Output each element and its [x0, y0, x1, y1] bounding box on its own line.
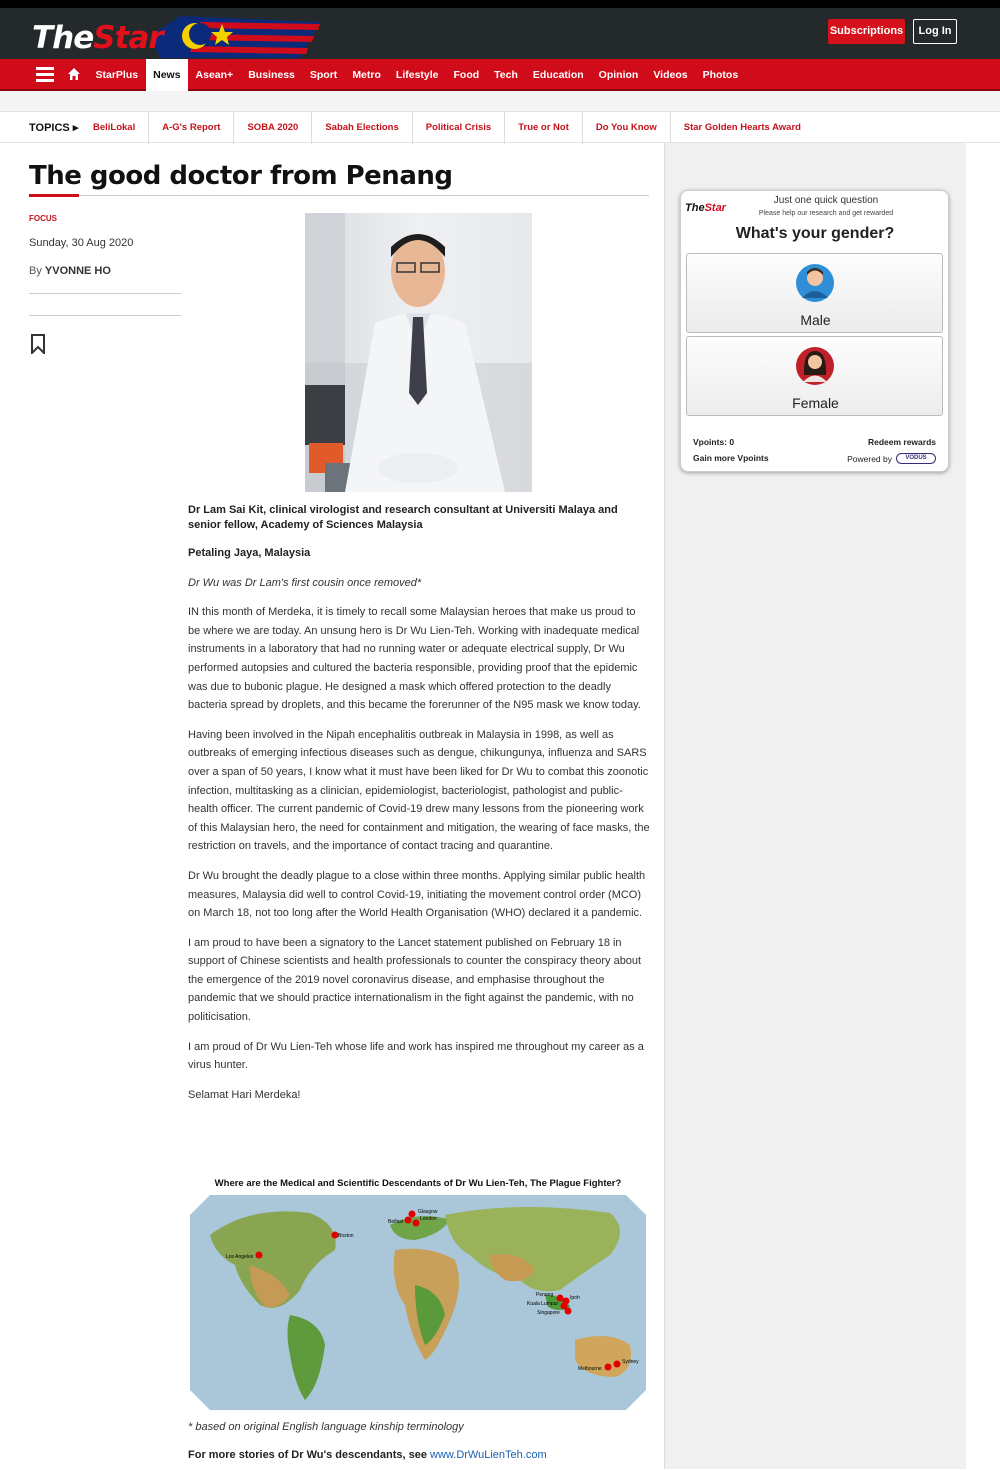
nav-item-metro[interactable]: Metro: [352, 69, 381, 81]
male-option[interactable]: [686, 253, 943, 333]
external-link[interactable]: www.DrWuLienTeh.com: [430, 1449, 547, 1461]
topic-belilokal[interactable]: BeliLokal: [80, 112, 149, 144]
topic-star-golden-hearts-award[interactable]: Star Golden Hearts Award: [683, 122, 801, 133]
gain-vpoints-link[interactable]: Gain more Vpoints: [693, 453, 769, 463]
intro-note: Dr Wu was Dr Lam's first cousin once removed*: [188, 576, 422, 589]
title-divider: [29, 195, 649, 196]
widget-heading: What's your gender?: [735, 225, 895, 242]
footnote: * based on original English language kinship terminology: [188, 1421, 464, 1433]
ad-gap: [0, 91, 1000, 111]
paragraph: I am proud of Dr Wu Lien-Teh whose life and work has inspired me throughout my career as a virus hunter.: [188, 1040, 644, 1072]
female-option[interactable]: [686, 336, 943, 416]
widget-subtitle: Please help our research and get rewarded: [758, 210, 894, 217]
vpoints-count: Vpoints: 0: [693, 437, 735, 447]
paragraph: Having been involved in the Nipah encephalitis outbreak in Malaysia in 1998, as well as outbreaks of emerging infectious diseases such as dengue, chikungunya, influenza and SARS over a span of 50 years, I know what it must have been liked for Dr Wu to combat this zoonotic infection, multitasking as a clinician, epidemiologist, bacteriologist, pathologist and public-health officer. The current pandemic of Covid-19 drew many lessons from the pioneering work of this Malaysian hero, the need for containment and mitigation, the wearing of face masks, the restriction on travels, and the importance of contact tracing and quarantine.: [188, 728, 650, 853]
topics-list: [80, 112, 814, 144]
map-label: Glasgow: [418, 1209, 438, 1215]
nav-list: [88, 59, 746, 91]
map-label: Belfast: [388, 1219, 404, 1225]
male-avatar-icon: [795, 262, 835, 304]
nav-item-asean-[interactable]: Asean+: [195, 69, 234, 81]
nav-item-education[interactable]: Education: [532, 69, 584, 81]
map-label: Boston: [338, 1233, 354, 1239]
login-button[interactable]: Log In: [913, 19, 957, 44]
nav-item-photos[interactable]: Photos: [702, 69, 739, 81]
topic-do-you-know[interactable]: Do You Know: [583, 112, 671, 144]
nav-item-tech[interactable]: Tech: [494, 69, 518, 81]
nav-item-opinion[interactable]: Opinion: [598, 69, 639, 81]
home-icon[interactable]: [67, 67, 81, 81]
nav-item-food[interactable]: Food: [453, 69, 480, 81]
paragraph: IN this month of Merdeka, it is timely to recall some Malaysian heroes that make us proud to be where we are today. An unsung hero is Dr Wu Lien-Teh. Working with inadequate medical instruments in a laboratory that had no running water or adequate electrical supply, Dr Wu performed autopsies and cultured the bacteria responsible, providing proof that the epidemic was due to bubonic plague. He designed a mask which offered protection to the deadly bacteria spread by droplets, and this became the forerunner of the N95 mask we know today.: [188, 606, 641, 712]
female-label: Female: [792, 395, 839, 411]
redeem-rewards-link[interactable]: Redeem rewards: [867, 437, 936, 447]
logo-the: The: [32, 20, 94, 56]
topics-bar: [0, 111, 1000, 143]
world-map: [190, 1195, 646, 1410]
map-label: Melbourne: [578, 1366, 602, 1372]
article-photo: [305, 213, 532, 492]
photo-caption: Dr Lam Sai Kit, clinical virologist and research consultant at Universiti Malaya and senior fellow, Academy of Sciences Malaysia: [188, 504, 618, 531]
nav-item-videos[interactable]: Videos: [653, 69, 688, 81]
map-label: Singapore: [537, 1310, 560, 1316]
nav-item-sport[interactable]: Sport: [309, 69, 338, 81]
author-name[interactable]: YVONNE HO: [44, 265, 111, 277]
map-label: Ipoh: [570, 1295, 580, 1301]
meta-divider: [29, 293, 181, 294]
map-title: Where are the Medical and Scientific Descendants of Dr Wu Lien-Teh, The Plague Fighter?: [214, 1178, 622, 1189]
bookmark-icon[interactable]: [30, 334, 46, 354]
female-avatar-icon: [795, 345, 835, 387]
male-label: Male: [800, 312, 831, 328]
widget-question: Just one quick question: [773, 195, 879, 206]
map-label: Penang: [536, 1292, 554, 1298]
article-category[interactable]: FOCUS: [29, 214, 57, 223]
subscriptions-button[interactable]: Subscriptions: [828, 19, 905, 44]
topics-label: TOPICS ▸: [29, 122, 79, 134]
paragraph: Dr Wu brought the deadly plague to a close within three months. Applying similar public health measures, Malaysia did well to control Covid-19, initiating the movement control order (MCO) on March 18, not too long after the World Health Organisation (WHO) declared it a pandemic.: [188, 869, 646, 920]
top-strip: [0, 0, 1000, 8]
logo-star: Star: [93, 20, 163, 56]
map-label: Kuala Lumpur: [527, 1301, 559, 1307]
paragraph: Selamat Hari Merdeka!: [188, 1088, 301, 1101]
nav-item-news[interactable]: News: [146, 59, 188, 91]
topic-sabah-elections[interactable]: Sabah Elections: [312, 112, 412, 144]
article-body: [188, 503, 650, 1115]
article-date: Sunday, 30 Aug 2020: [29, 237, 134, 249]
nav-item-starplus[interactable]: StarPlus: [95, 69, 139, 81]
menu-icon[interactable]: [36, 67, 54, 82]
powered-by: Powered by VODUS: [847, 453, 936, 464]
article-byline: By YVONNE HO: [29, 265, 111, 277]
map-label: Los Angeles: [226, 1254, 254, 1260]
more-stories: For more stories of Dr Wu's descendants, see www.DrWuLienTeh.com: [188, 1449, 547, 1461]
map-label: London: [420, 1216, 437, 1222]
topic-political-crisis[interactable]: Political Crisis: [413, 112, 505, 144]
paragraph: I am proud to have been a signatory to the Lancet statement published on February 18 in support of Chinese scientists and health professionals to counter the conspiracy theory about the emergence of the 2019 novel coronavirus disease, and emphasise throughout the pandemic that we should practice internationalism in the fight against the pandemic, with no politicisation.: [188, 936, 642, 1024]
survey-widget: [680, 190, 949, 472]
topic-true-or-not[interactable]: True or Not: [505, 112, 583, 144]
doctor-portrait: [305, 213, 532, 492]
widget-logo: TheStar: [685, 202, 726, 214]
main-area: [0, 143, 1000, 1469]
meta-divider: [29, 315, 181, 316]
topic-soba-2020[interactable]: SOBA 2020: [234, 112, 312, 144]
main-nav: [0, 59, 1000, 91]
article-title: The good doctor from Penang: [29, 161, 453, 191]
map-label: Sydney: [622, 1359, 639, 1365]
vodus-logo[interactable]: VODUS: [896, 453, 936, 464]
nav-item-business[interactable]: Business: [248, 69, 295, 81]
site-header: [0, 8, 1000, 59]
dateline-location: Petaling Jaya, Malaysia: [188, 547, 311, 559]
topic-a-g-s-report[interactable]: A-G's Report: [149, 112, 234, 144]
thestar-logo[interactable]: [30, 14, 320, 58]
nav-item-lifestyle[interactable]: Lifestyle: [395, 69, 439, 81]
